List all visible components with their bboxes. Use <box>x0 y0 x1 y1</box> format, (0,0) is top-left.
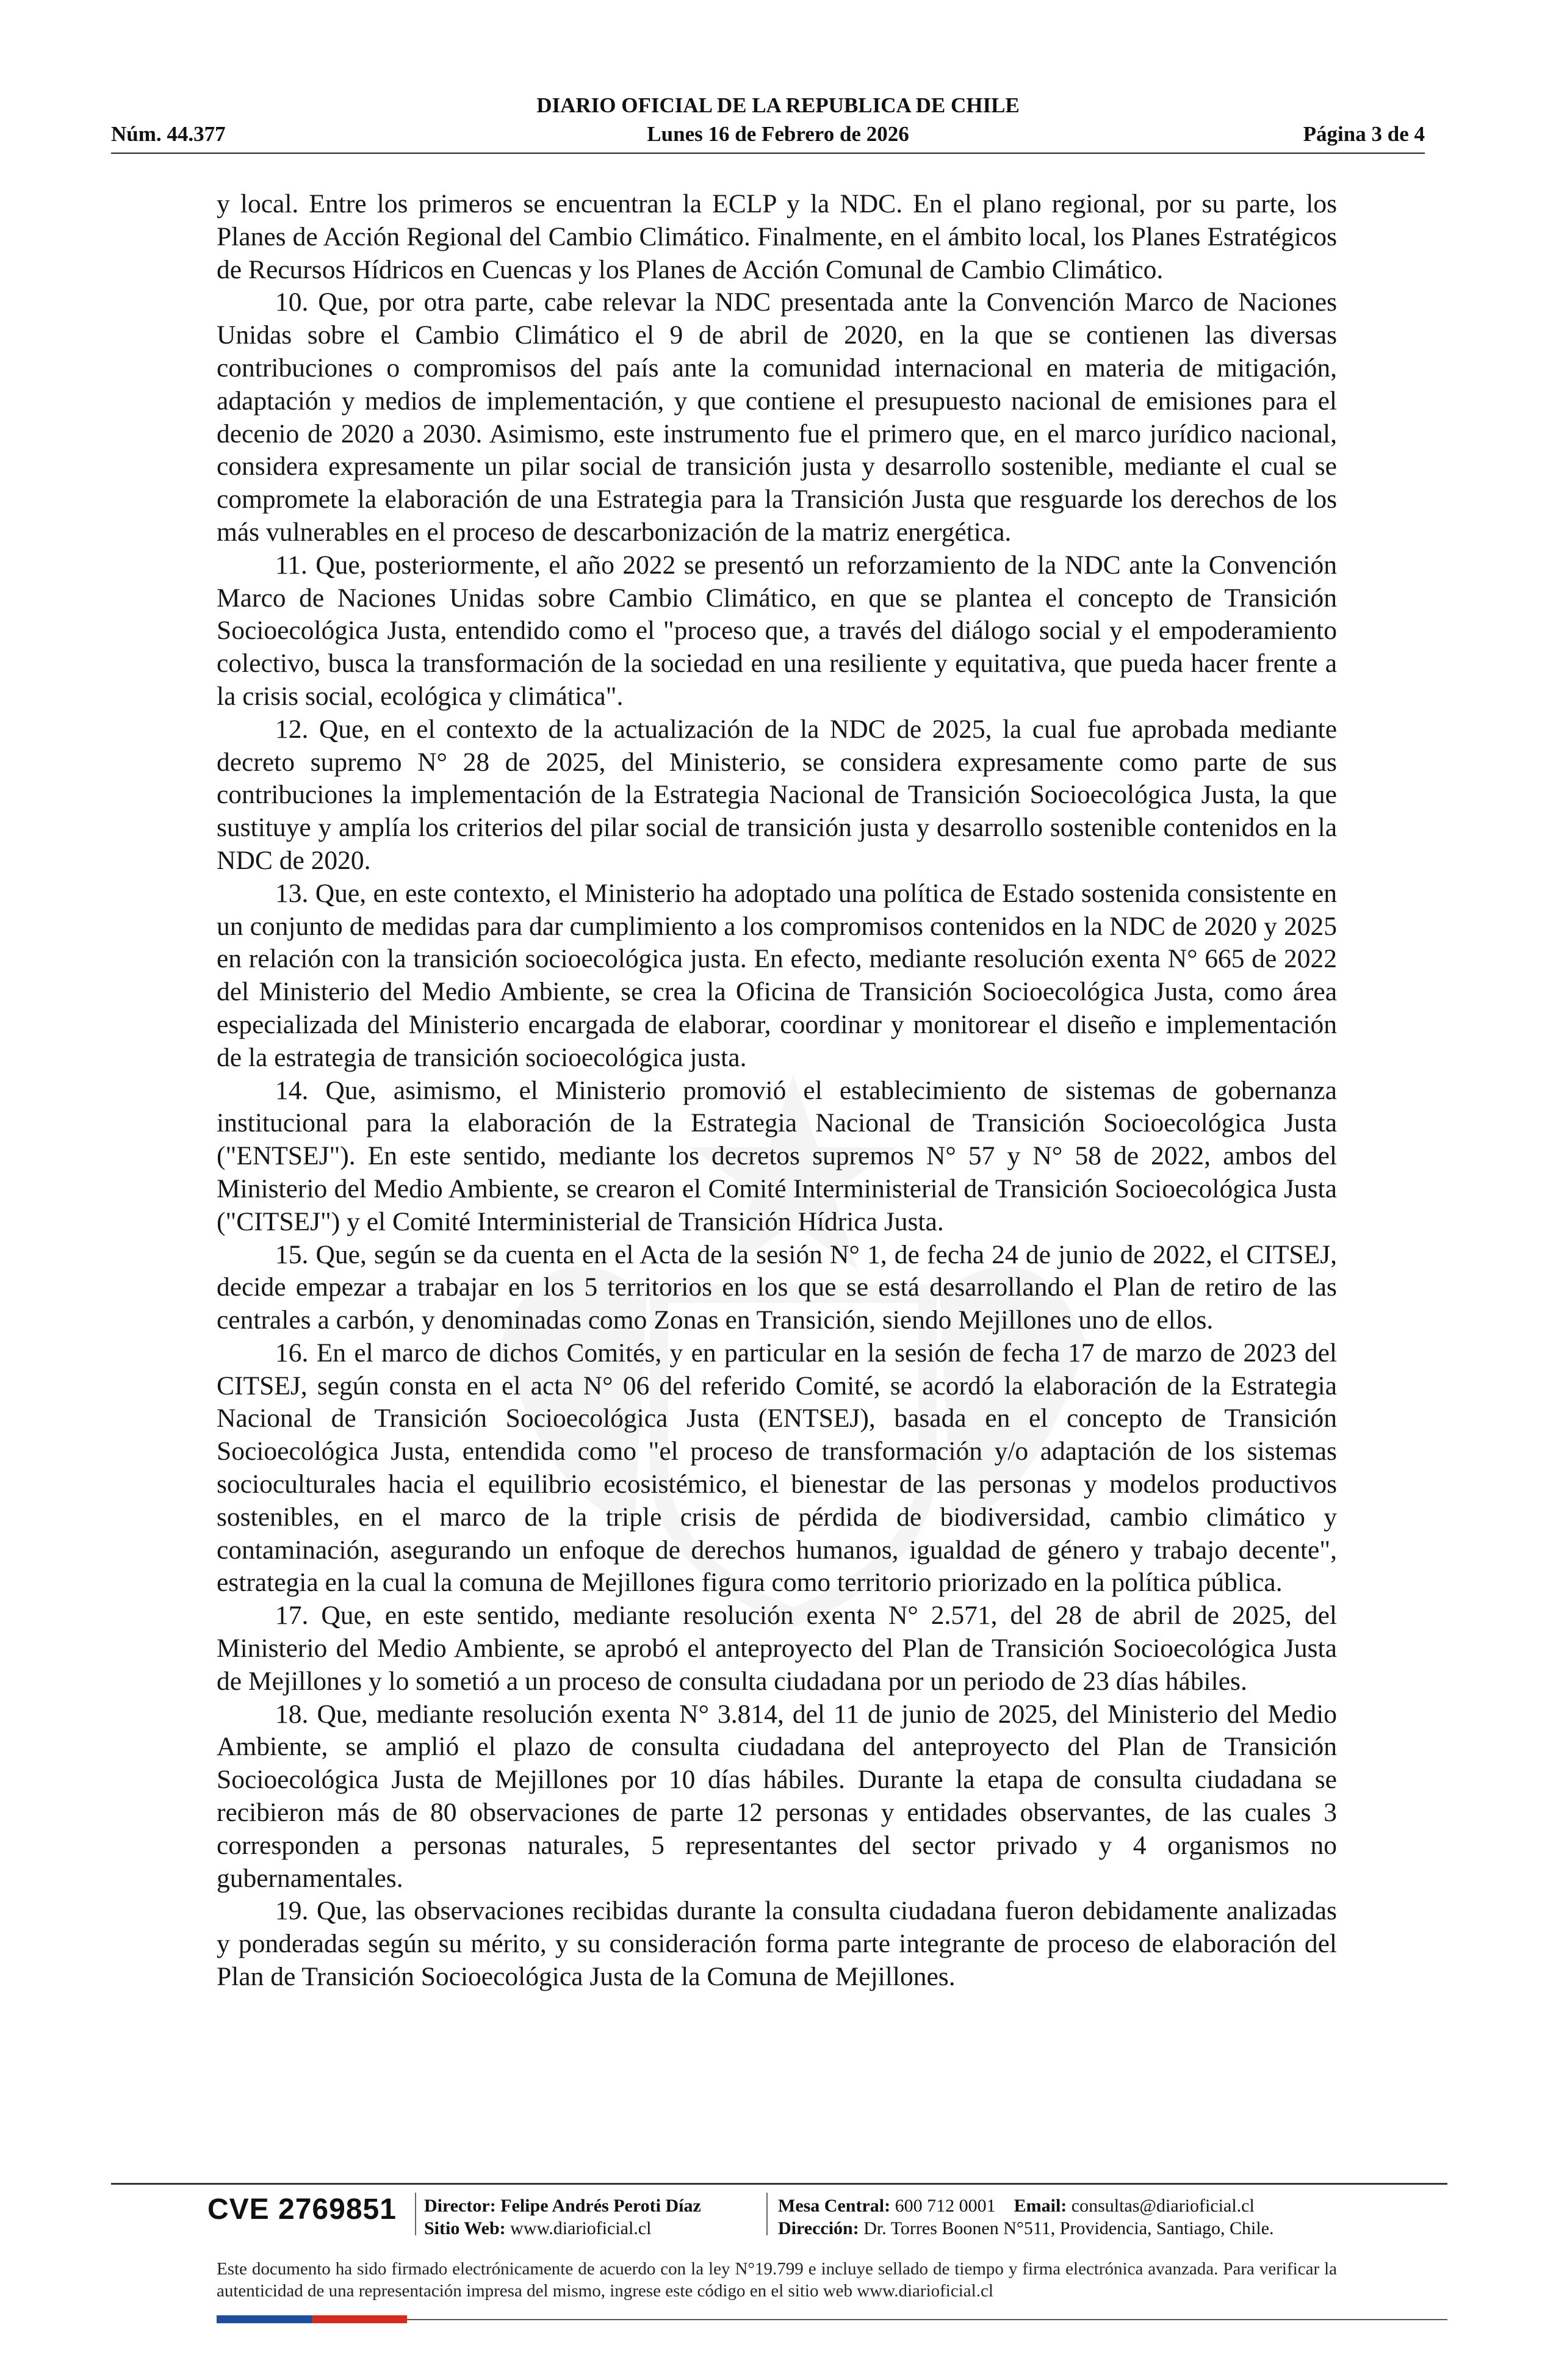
paragraph-17: 17. Que, en este sentido, mediante resolución exenta N° 2.571, del 28 de abril de 2025, del Ministerio del Medio Ambiente, se aprobó el anteproyecto del Plan de Transición Socioecológica Justa de Mejillones y lo sometió a un proceso de consulta ciudadana por un periodo de 23 días hábiles. <box>217 1601 1337 1696</box>
page-number: Página 3 de 4 <box>1303 122 1425 146</box>
signature-notice: Este documento ha sido firmado electrónicamente de acuerdo con la ley N°19.799 e incluye sellado de tiempo y firma electrónica avanzada. Para verificar la autenticidad de una representación impresa del mismo, ingrese este código en el sitio web www.diarioficial.cl <box>217 2259 1337 2301</box>
paragraph-18: 18. Que, mediante resolución exenta N° 3.814, del 11 de junio de 2025, del Ministerio del Medio Ambiente, se amplió el plazo de consulta ciudadana del anteproyecto del Plan de Transición Socioecológica Justa de Mejillones por 10 días hábiles. Durante la etapa de consulta ciudadana se recibieron más de 80 observaciones de parte 12 personas y entidades observantes, de las cuales 3 corresponden a personas naturales, 5 representantes del sector privado y 4 organismos no gubernamentales. <box>217 1699 1337 1893</box>
flag-stripe <box>217 2315 407 2323</box>
phone-label: Mesa Central: <box>778 2196 891 2216</box>
paragraph-continuation: y local. Entre los primeros se encuentran la ECLP y la NDC. En el plano regional, por su parte, los Planes de Acción Regional del Cambio Climático. Finalmente, en el ámbito local, los Planes Estratégicos de Recursos Hídricos en Cuencas y los Planes de Acción Comunal de Cambio Climático. <box>217 189 1337 284</box>
flag-stripe-blue <box>217 2315 312 2323</box>
bottom-divider <box>407 2319 1447 2320</box>
paragraph-10: 10. Que, por otra parte, cabe relevar la NDC presentada ante la Convención Marco de Naciones Unidas sobre el Cambio Climático el 9 de abril de 2020, en la que se contienen las diversas contribuciones o compromisos del país ante la comunidad internacional en materia de mitigación, adaptación y medios de implementación, y que contiene el presupuesto nacional de emisiones para el decenio de 2020 a 2030. Asimismo, este instrumento fue el primero que, en el marco jurídico nacional, considera expresamente un pilar social de transición justa y desarrollo sostenible, mediante el cual se compromete la elaboración de una Estrategia para la Transición Justa que resguarde los derechos de los más vulnerables en el proceso de descarbonización de la matriz energética. <box>217 287 1337 547</box>
flag-stripe-red <box>312 2315 407 2323</box>
paragraph-13: 13. Que, en este contexto, el Ministerio ha adoptado una política de Estado sostenida consistente en un conjunto de medidas para dar cumplimiento a los compromisos contenidos en la NDC de 2020 y 2025 en relación con la transición socioecológica justa. En efecto, mediante resolución exenta N° 665 de 2022 del Ministerio del Medio Ambiente, se crea la Oficina de Transición Socioecológica Justa, como área especializada del Ministerio encargada de elaborar, coordinar y monitorear el diseño e implementación de la estrategia de transición socioecológica justa. <box>217 878 1337 1072</box>
address-label: Dirección: <box>778 2218 859 2238</box>
phone-value: 600 712 0001 <box>895 2196 996 2216</box>
footer-divider <box>111 2183 1447 2185</box>
paragraph-11: 11. Que, posteriormente, el año 2022 se presentó un reforzamiento de la NDC ante la Convención Marco de Naciones Unidas sobre Cambio Climático, en que se plantea el concepto de Transición Socioecológica Justa, entendido como el "proceso que, a través del diálogo social y el empoderamiento colectivo, busca la transformación de la sociedad en una resiliente y equitativa, que pueda hacer frente a la crisis social, ecológica y climática". <box>217 550 1337 711</box>
cve-code: CVE 2769851 <box>207 2193 397 2226</box>
paragraph-12: 12. Que, en el contexto de la actualización de la NDC de 2025, la cual fue aprobada mediante decreto supremo N° 28 de 2025, del Ministerio, se considera expresamente como parte de sus contribuciones la implementación de la Estrategia Nacional de Transición Socioecológica Justa, la que sustituye y amplía los criterios del pilar social de transición justa y desarrollo sostenible contenidos en la NDC de 2020. <box>217 714 1337 875</box>
site-link[interactable]: www.diarioficial.cl <box>510 2218 652 2238</box>
email-link[interactable]: consultas@diarioficial.cl <box>1071 2196 1255 2216</box>
page-header <box>0 0 1556 146</box>
paragraph-19: 19. Que, las observaciones recibidas durante la consulta ciudadana fueron debidamente analizadas y ponderadas según su mérito, y su consideración forma parte integrante de proceso de elaboración del Plan de Transición Socioecológica Justa de la Comuna de Mejillones. <box>217 1896 1337 1992</box>
footer-separator <box>766 2193 768 2235</box>
issue-date: Lunes 16 de Febrero de 2026 <box>647 122 909 146</box>
email-label: Email: <box>1014 2196 1067 2216</box>
header-divider <box>111 153 1425 154</box>
footer-separator <box>415 2193 416 2235</box>
paragraph-15: 15. Que, según se da cuenta en el Acta de la sesión N° 1, de fecha 24 de junio de 2022, el CITSEJ, decide empezar a trabajar en los 5 territorios en los que se está desarrollando el Plan de retiro de las centrales a carbón, y denominadas como Zonas en Transición, siendo Mejillones uno de ellos. <box>217 1239 1337 1335</box>
address-value: Dr. Torres Boonen N°511, Providencia, Santiago, Chile. <box>863 2218 1274 2238</box>
paragraph-14: 14. Que, asimismo, el Ministerio promovió el establecimiento de sistemas de gobernanza institucional para la elaboración de la Estrategia Nacional de Transición Socioecológica Justa ("ENTSEJ"). En este sentido, mediante los decretos supremos N° 57 y N° 58 de 2022, ambos del Ministerio del Medio Ambiente, se crearon el Comité Interministerial de Transición Socioecológica Justa ("CITSEJ") y el Comité Interministerial de Transición Hídrica Justa. <box>217 1075 1337 1236</box>
footer-contact-block <box>778 2194 1274 2240</box>
newspaper-title: DIARIO OFICIAL DE LA REPUBLICA DE CHILE <box>536 93 1020 117</box>
paragraph-16: 16. En el marco de dichos Comités, y en particular en la sesión de fecha 17 de marzo de 2023 del CITSEJ, según consta en el acta N° 06 del referido Comité, se acordó la elaboración de la Estrategia Nacional de Transición Socioecológica Justa (ENTSEJ), basada en el concepto de Transición Socioecológica Justa, entendida como "el proceso de transformación y/o adaptación de los sistemas socioculturales hacia el equilibrio ecosistémico, el bienestar de las personas y modelos productivos sostenibles, en el marco de la triple crisis de pérdida de biodiversidad, cambio climático y contaminación, asegurando un enfoque de derechos humanos, igualdad de género y trabajo decente", estrategia en la cual la comuna de Mejillones figura como territorio priorizado en la política pública. <box>217 1338 1337 1598</box>
document-body <box>217 188 1337 1994</box>
footer-director-block <box>424 2194 701 2240</box>
director-label: Director: <box>424 2196 496 2216</box>
director-name: Felipe Andrés Peroti Díaz <box>500 2196 701 2216</box>
issue-number: Núm. 44.377 <box>111 122 226 146</box>
site-label: Sitio Web: <box>424 2218 506 2238</box>
